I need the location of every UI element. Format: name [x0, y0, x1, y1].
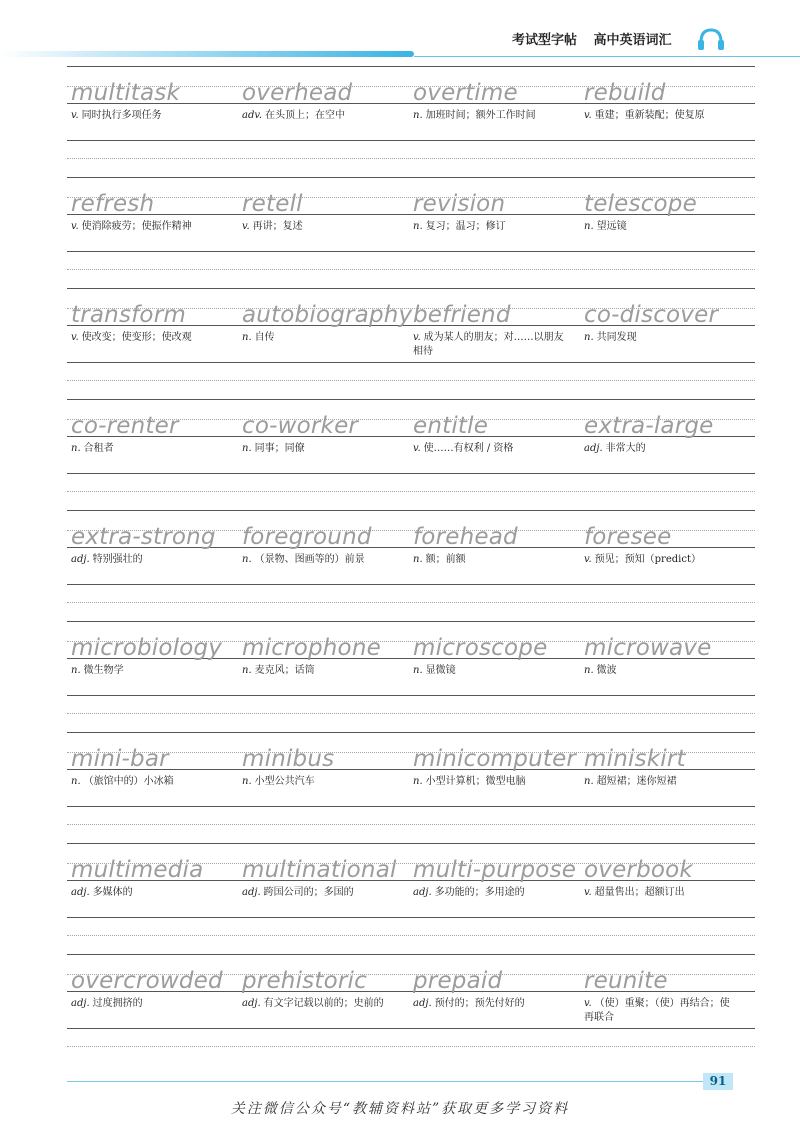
- vocab-entry: [580, 77, 748, 169]
- vocab-definition: [71, 553, 223, 567]
- vocab-definition: [242, 220, 394, 234]
- vocab-word: overtime: [413, 80, 518, 106]
- vocab-word: multinational: [242, 857, 397, 883]
- ruled-line: [67, 510, 755, 511]
- vocab-word: forehead: [413, 524, 518, 550]
- vocab-word: microwave: [584, 635, 712, 661]
- part-of-speech: v.: [584, 887, 592, 898]
- vocab-definition: [413, 997, 565, 1011]
- definition-text: 使改变；使变形；使改观: [81, 332, 192, 343]
- part-of-speech: adv.: [242, 110, 263, 121]
- definition-text: 微生物学: [83, 665, 124, 676]
- vocab-entry: [67, 743, 235, 835]
- vocab-entry: [409, 188, 577, 280]
- definition-text: 同时执行多项任务: [81, 110, 162, 121]
- part-of-speech: n.: [584, 776, 594, 787]
- part-of-speech: n.: [242, 554, 252, 565]
- vocab-word: reunite: [584, 968, 668, 994]
- vocab-word: extra-strong: [71, 524, 216, 550]
- definition-text: 特别强壮的: [92, 554, 143, 565]
- vocab-word: autobiography: [242, 302, 413, 328]
- vocab-entry: [238, 632, 406, 724]
- vocab-definition: [584, 553, 736, 567]
- definition-text: 非常大的: [605, 443, 646, 454]
- part-of-speech: n.: [413, 110, 423, 121]
- vocab-entry: [67, 299, 235, 391]
- vocab-entry: [238, 188, 406, 280]
- vocab-definition: [413, 220, 565, 234]
- part-of-speech: n.: [584, 665, 594, 676]
- vocab-entry: [580, 965, 748, 1057]
- vocab-definition: [242, 775, 394, 789]
- definition-text: 超量售出；超额订出: [594, 887, 685, 898]
- vocab-entry: [580, 743, 748, 835]
- definition-text: 自传: [254, 332, 275, 343]
- vocab-word: microbiology: [71, 635, 223, 661]
- definition-text: 同事；同僚: [254, 443, 305, 454]
- definition-text: 超短裙；迷你短裙: [596, 776, 677, 787]
- vocab-entry: [67, 965, 235, 1057]
- vocab-definition: [584, 442, 736, 456]
- part-of-speech: adj.: [71, 554, 90, 565]
- part-of-speech: v.: [413, 443, 421, 454]
- vocab-definition: [242, 997, 394, 1011]
- vocab-entry: [580, 521, 748, 613]
- vocab-entry: [238, 299, 413, 391]
- vocab-definition: [413, 331, 565, 359]
- footer-rule: [67, 1081, 703, 1082]
- part-of-speech: n.: [413, 221, 423, 232]
- part-of-speech: v.: [584, 998, 592, 1009]
- ruled-line: [67, 621, 755, 622]
- word-row: [67, 728, 755, 839]
- header-accent-bar: [0, 51, 414, 57]
- part-of-speech: adj.: [413, 887, 432, 898]
- definition-text: 过度拥挤的: [92, 998, 143, 1009]
- vocab-entry: [580, 410, 748, 502]
- part-of-speech: adj.: [71, 998, 90, 1009]
- definition-text: 重建；重新装配；使复原: [594, 110, 705, 121]
- vocab-word: prepaid: [413, 968, 503, 994]
- vocab-entry: [238, 410, 406, 502]
- word-row: [67, 839, 755, 950]
- vocab-definition: [71, 442, 223, 456]
- vocab-definition: [413, 775, 565, 789]
- definition-text: 再讲；复述: [252, 221, 303, 232]
- vocab-entry: [580, 299, 748, 391]
- vocab-word: co-worker: [242, 413, 359, 439]
- word-practice-grid: [67, 62, 755, 1061]
- part-of-speech: adj.: [242, 887, 261, 898]
- vocab-word: telescope: [584, 191, 697, 217]
- vocab-entry: [409, 410, 577, 502]
- vocab-definition: [71, 331, 223, 345]
- vocab-definition: [242, 109, 394, 123]
- vocab-entry: [409, 77, 577, 169]
- vocab-word: retell: [242, 191, 303, 217]
- word-row: [67, 284, 755, 395]
- definition-text: 望远镜: [596, 221, 627, 232]
- vocab-word: foreground: [242, 524, 372, 550]
- part-of-speech: n.: [242, 665, 252, 676]
- part-of-speech: n.: [413, 776, 423, 787]
- ruled-line: [67, 954, 755, 955]
- vocab-entry: [67, 77, 235, 169]
- vocab-entry: [238, 743, 406, 835]
- definition-text: 显微镜: [425, 665, 456, 676]
- subject-title: 高中英语词汇: [593, 33, 672, 48]
- definition-text: 使……有权利 / 资格: [423, 443, 514, 454]
- definition-text: 小型公共汽车: [254, 776, 315, 787]
- definition-text: （景物、图画等的）前景: [254, 554, 365, 565]
- vocab-word: prehistoric: [242, 968, 367, 994]
- vocab-definition: [584, 331, 736, 345]
- vocab-definition: [413, 553, 565, 567]
- vocab-entry: [580, 632, 748, 724]
- definition-text: 在头顶上；在空中: [265, 110, 346, 121]
- part-of-speech: n.: [71, 665, 81, 676]
- part-of-speech: adj.: [242, 998, 261, 1009]
- headphone-icon: [695, 26, 727, 52]
- word-row: [67, 173, 755, 284]
- vocab-definition: [71, 109, 223, 123]
- vocab-definition: [71, 886, 223, 900]
- part-of-speech: adj.: [71, 887, 90, 898]
- vocab-definition: [242, 886, 394, 900]
- vocab-entry: [238, 854, 406, 946]
- footer-note: 关注微信公众号“教辅资料站”获取更多学习资料: [230, 1101, 570, 1117]
- vocab-entry: [409, 299, 577, 391]
- definition-text: 使消除疲劳；使振作精神: [81, 221, 192, 232]
- word-row: [67, 950, 755, 1061]
- header-rule: [414, 56, 800, 57]
- part-of-speech: v.: [584, 110, 592, 121]
- vocab-word: overcrowded: [71, 968, 223, 994]
- definition-text: 跨国公司的；多国的: [263, 887, 354, 898]
- vocab-definition: [242, 442, 394, 456]
- vocab-definition: [71, 664, 223, 678]
- part-of-speech: v.: [71, 332, 79, 343]
- definition-text: 合租者: [83, 443, 114, 454]
- vocab-word: microphone: [242, 635, 381, 661]
- vocab-word: extra-large: [584, 413, 714, 439]
- definition-text: 加班时间；额外工作时间: [425, 110, 536, 121]
- vocab-definition: [584, 775, 736, 789]
- part-of-speech: n.: [413, 554, 423, 565]
- ruled-line: [67, 843, 755, 844]
- definition-text: 小型计算机；微型电脑: [425, 776, 526, 787]
- vocab-entry: [238, 965, 406, 1057]
- part-of-speech: v.: [71, 221, 79, 232]
- ruled-line: [67, 66, 755, 67]
- part-of-speech: n.: [413, 665, 423, 676]
- vocab-word: revision: [413, 191, 506, 217]
- vocab-entry: [409, 743, 577, 835]
- part-of-speech: n.: [242, 332, 252, 343]
- part-of-speech: n.: [242, 443, 252, 454]
- vocab-definition: [584, 664, 736, 678]
- vocab-definition: [71, 220, 223, 234]
- part-of-speech: adj.: [413, 998, 432, 1009]
- part-of-speech: n.: [584, 221, 594, 232]
- vocab-word: foresee: [584, 524, 672, 550]
- part-of-speech: adj.: [584, 443, 603, 454]
- definition-text: 多媒体的: [92, 887, 133, 898]
- vocab-word: refresh: [71, 191, 155, 217]
- vocab-definition: [413, 442, 565, 456]
- definition-text: 共同发现: [596, 332, 637, 343]
- ruled-line: [67, 732, 755, 733]
- definition-text: 成为某人的朋友；对……以朋友相待: [413, 332, 564, 357]
- part-of-speech: v.: [584, 554, 592, 565]
- word-row: [67, 506, 755, 617]
- definition-text: 预付的；预先付好的: [434, 998, 525, 1009]
- vocab-word: minicomputer: [413, 746, 577, 772]
- vocab-definition: [413, 886, 565, 900]
- vocab-definition: [242, 553, 394, 567]
- vocab-definition: [584, 220, 736, 234]
- part-of-speech: n.: [584, 332, 594, 343]
- definition-text: 微波: [596, 665, 617, 676]
- ruled-line: [67, 288, 755, 289]
- part-of-speech: n.: [242, 776, 252, 787]
- vocab-entry: [67, 632, 235, 724]
- series-title: 考试型字帖: [512, 33, 578, 48]
- definition-text: （旅馆中的）小冰箱: [83, 776, 174, 787]
- vocab-definition: [242, 664, 394, 678]
- vocab-word: multitask: [71, 80, 180, 106]
- page-header-title: [512, 29, 684, 48]
- vocab-entry: [409, 854, 577, 946]
- definition-text: 麦克风；话筒: [254, 665, 315, 676]
- ruled-line: [67, 399, 755, 400]
- vocab-entry: [67, 521, 235, 613]
- part-of-speech: n.: [71, 443, 81, 454]
- vocab-word: overbook: [584, 857, 693, 883]
- vocab-word: transform: [71, 302, 186, 328]
- vocab-definition: [242, 331, 394, 345]
- vocab-entry: [238, 521, 406, 613]
- ruled-line: [67, 177, 755, 178]
- vocab-entry: [580, 188, 748, 280]
- vocab-entry: [67, 410, 235, 502]
- definition-text: 预见；预知（predict）: [594, 554, 701, 565]
- vocab-definition: [584, 997, 736, 1025]
- vocab-entry: [409, 632, 577, 724]
- word-row: [67, 617, 755, 728]
- word-row: [67, 62, 755, 173]
- page-number: 91: [703, 1073, 733, 1090]
- part-of-speech: v.: [71, 110, 79, 121]
- vocab-entry: [409, 965, 577, 1057]
- vocab-definition: [71, 997, 223, 1011]
- vocab-word: overhead: [242, 80, 353, 106]
- vocab-entry: [67, 854, 235, 946]
- vocab-word: microscope: [413, 635, 548, 661]
- definition-text: 复习；温习；修订: [425, 221, 506, 232]
- vocab-entry: [67, 188, 235, 280]
- vocab-definition: [413, 664, 565, 678]
- vocab-definition: [584, 886, 736, 900]
- part-of-speech: n.: [71, 776, 81, 787]
- word-row: [67, 395, 755, 506]
- vocab-definition: [71, 775, 223, 789]
- vocab-word: multi-purpose: [413, 857, 577, 883]
- vocab-word: entitle: [413, 413, 489, 439]
- vocab-entry: [580, 854, 748, 946]
- definition-text: 额；前额: [425, 554, 466, 565]
- vocab-word: mini-bar: [71, 746, 169, 772]
- part-of-speech: v.: [413, 332, 421, 343]
- vocab-definition: [584, 109, 736, 123]
- definition-text: 多功能的；多用途的: [434, 887, 525, 898]
- vocab-definition: [413, 109, 565, 123]
- vocab-word: miniskirt: [584, 746, 686, 772]
- vocab-word: multimedia: [71, 857, 204, 883]
- definition-text: 有文字记载以前的；史前的: [263, 998, 384, 1009]
- vocab-word: co-discover: [584, 302, 719, 328]
- vocab-word: befriend: [413, 302, 511, 328]
- definition-text: （使）重聚；（使）再结合；使再联合: [584, 998, 730, 1023]
- vocab-entry: [238, 77, 406, 169]
- vocab-word: co-renter: [71, 413, 179, 439]
- vocab-entry: [409, 521, 577, 613]
- part-of-speech: v.: [242, 221, 250, 232]
- vocab-word: rebuild: [584, 80, 666, 106]
- vocab-word: minibus: [242, 746, 335, 772]
